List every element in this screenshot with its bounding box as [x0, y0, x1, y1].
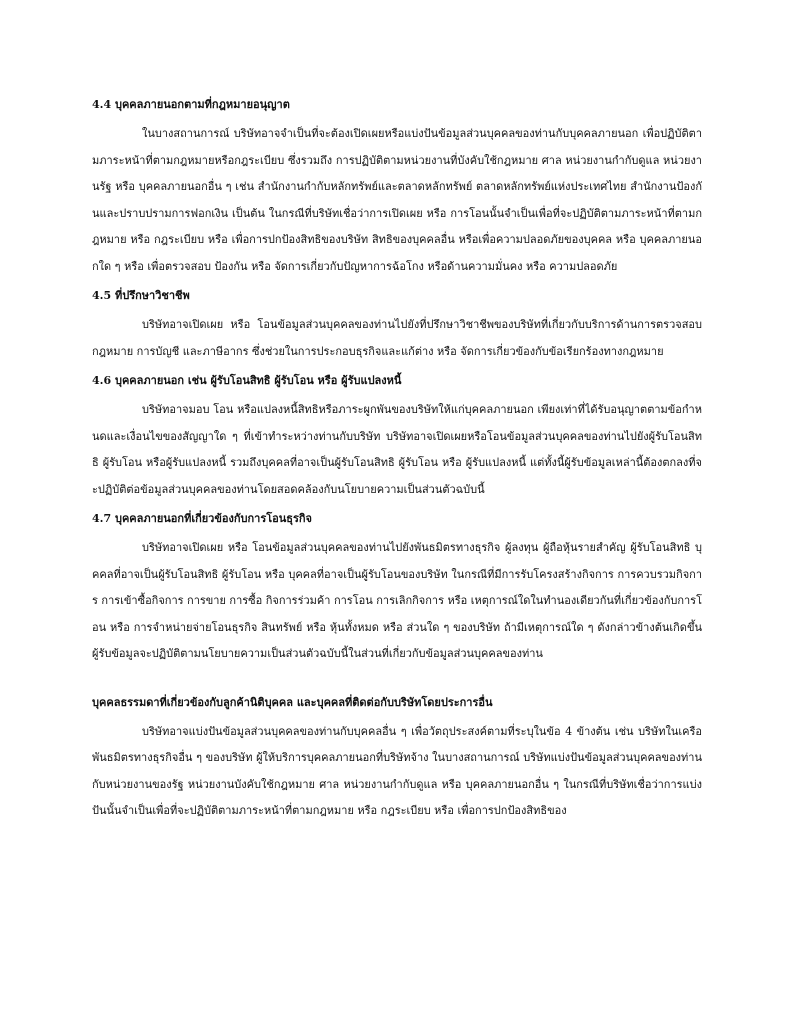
section-4-5-body: บริษัทอาจเปิดเผย หรือ โอนข้อมูลส่วนบุคคลของท่านไปยังที่ปรึกษาวิชาชีพของบริษัทที่เกี่ยวกับบริการด้านการตรวจสอบ กฎหมาย การบัญชี และภาษีอากร ซึ่งช่วยในการประกอบธุรกิจและแก้ต่าง หรือ จัดการเกี่ยวข้องกับข้อเรียกร้องทางกฎหมาย [92, 318, 702, 358]
section-individuals-heading: บุคคลธรรมดาที่เกี่ยวข้องกับลูกค้านิติบุคคล และบุคคลที่ติดต่อกับบริษัทโดยประการอื่น [92, 695, 493, 709]
section-4-6-body: บริษัทอาจมอบ โอน หรือแปลงหนี้สิทธิหรือภาระผูกพันของบริษัทให้แก่บุคคลภายนอก เพียงเท่าที่ได้รับอนุญาตตามข้อกำหนดและเงื่อนไขของสัญญาใด ๆ ที่เข้าทำระหว่างท่านกับบริษัท บริษัทอาจเปิดเผยหรือโอนข้อมูลส่วนบุคคลของท่านไปยังผู้รับโอนสิทธิ ผู้รับโอน หรือผู้รับแปลงหนี้ รวมถึงบุคคลที่อาจเป็นผู้รับโอนสิทธิ ผู้รับโอน หรือ ผู้รับแปลงหนี้ แต่ทั้งนี้ผู้รับข้อมูลเหล่านี้ต้องตกลงที่จะปฏิบัติต่อข้อมูลส่วนบุคคลของท่านโดยสอดคล้องกับนโยบายความเป็นส่วนตัวฉบับนี้ [92, 403, 702, 496]
section-4-7-body: บริษัทอาจเปิดเผย หรือ โอนข้อมูลส่วนบุคคลของท่านไปยังพันธมิตรทางธุรกิจ ผู้ลงทุน ผู้ถือหุ้นรายสำคัญ ผู้รับโอนสิทธิ บุคคลที่อาจเป็นผู้รับโอนสิทธิ ผู้รับโอน หรือ บุคคลที่อาจเป็นผู้รับโอนของบริษัท ในกรณีที่มีการรับโครงสร้างกิจการ การควบรวมกิจการ การเข้าซื้อกิจการ การขาย การซื้อ กิจการร่วมค้า การโอน การเลิกกิจการ หรือ เหตุการณ์ใดในทำนองเดียวกันที่เกี่ยวข้องกับการโอน หรือ การจำหน่ายจ่ายโอนธุรกิจ สินทรัพย์ หรือ หุ้นทั้งหมด หรือ ส่วนใด ๆ ของบริษัท ถ้ามีเหตุการณ์ใด ๆ ดังกล่าวข้างต้นเกิดขึ้น ผู้รับข้อมูลจะปฏิบัติตามนโยบายความเป็นส่วนตัวฉบับนี้ในส่วนที่เกี่ยวกับข้อมูลส่วนบุคคลของท่าน [92, 541, 702, 660]
section-4-4-heading: 4.4 บุคคลภายนอกตามที่กฎหมายอนุญาต [92, 98, 290, 111]
section-4-4-body: ในบางสถานการณ์ บริษัทอาจจำเป็นที่จะต้องเปิดเผยหรือแบ่งปันข้อมูลส่วนบุคคลของท่านกับบุคคลภายนอก เพื่อปฏิบัติตามภาระหน้าที่ตามกฎหมายหรือกฎระเบียบ ซึ่งรวมถึง การปฏิบัติตามหน่วยงานที่บังคับใช้กฎหมาย ศาล หน่วยงานกำกับดูแล หน่วยงานรัฐ หรือ บุคคลภายนอกอื่น ๆ เช่น สำนักงานกำกับหลักทรัพย์และตลาดหลักทรัพย์ ตลาดหลักทรัพย์แห่งประเทศไทย สำนักงานป้องกันและปราบปรามการฟอกเงิน เป็นต้น ในกรณีที่บริษัทเชื่อว่าการเปิดเผย หรือ การโอนนั้นจำเป็นเพื่อที่จะปฏิบัติตามภาระหน้าที่ตามกฎหมาย หรือ กฎระเบียบ หรือ เพื่อการปกป้องสิทธิของบริษัท สิทธิของบุคคลอื่น หรือเพื่อความปลอดภัยของบุคคล หรือ บุคคลภายนอกใด ๆ หรือ เพื่อตรวจสอบ ป้องกัน หรือ จัดการเกี่ยวกับปัญหาการฉ้อโกง หรือด้านความมั่นคง หรือ ความปลอดภัย [92, 127, 702, 273]
section-4-7-heading: 4.7 บุคคลภายนอกที่เกี่ยวข้องกับการโอนธุรกิจ [92, 512, 313, 525]
document-page [92, 92, 702, 825]
section-individuals-body: บริษัทอาจแบ่งปันข้อมูลส่วนบุคคลของท่านกับบุคคลอื่น ๆ เพื่อวัตถุประสงค์ตามที่ระบุในข้อ 4 ข้างต้น เช่น บริษัทในเครือ พันธมิตรทางธุรกิจอื่น ๆ ของบริษัท ผู้ให้บริการบุคคลภายนอกที่บริษัทจ้าง ในบางสถานการณ์ บริษัทแบ่งปันข้อมูลส่วนบุคคลของท่านกับหน่วยงานของรัฐ หน่วยงานบังคับใช้กฎหมาย ศาล หน่วยงานกำกับดูแล หรือ บุคคลภายนอกอื่น ๆ ในกรณีที่บริษัทเชื่อว่าการแบ่งปันนั้นจำเป็นเพื่อที่จะปฏิบัติตามภาระหน้าที่ตามกฎหมาย หรือ กฎระเบียบ หรือ เพื่อการปกป้องสิทธิของ [92, 724, 702, 817]
section-4-6-heading: 4.6 บุคคลภายนอก เช่น ผู้รับโอนสิทธิ ผู้รับโอน หรือ ผู้รับแปลงหนี้ [92, 374, 402, 387]
section-4-5-heading: 4.5 ที่ปรึกษาวิชาชีพ [92, 289, 190, 302]
